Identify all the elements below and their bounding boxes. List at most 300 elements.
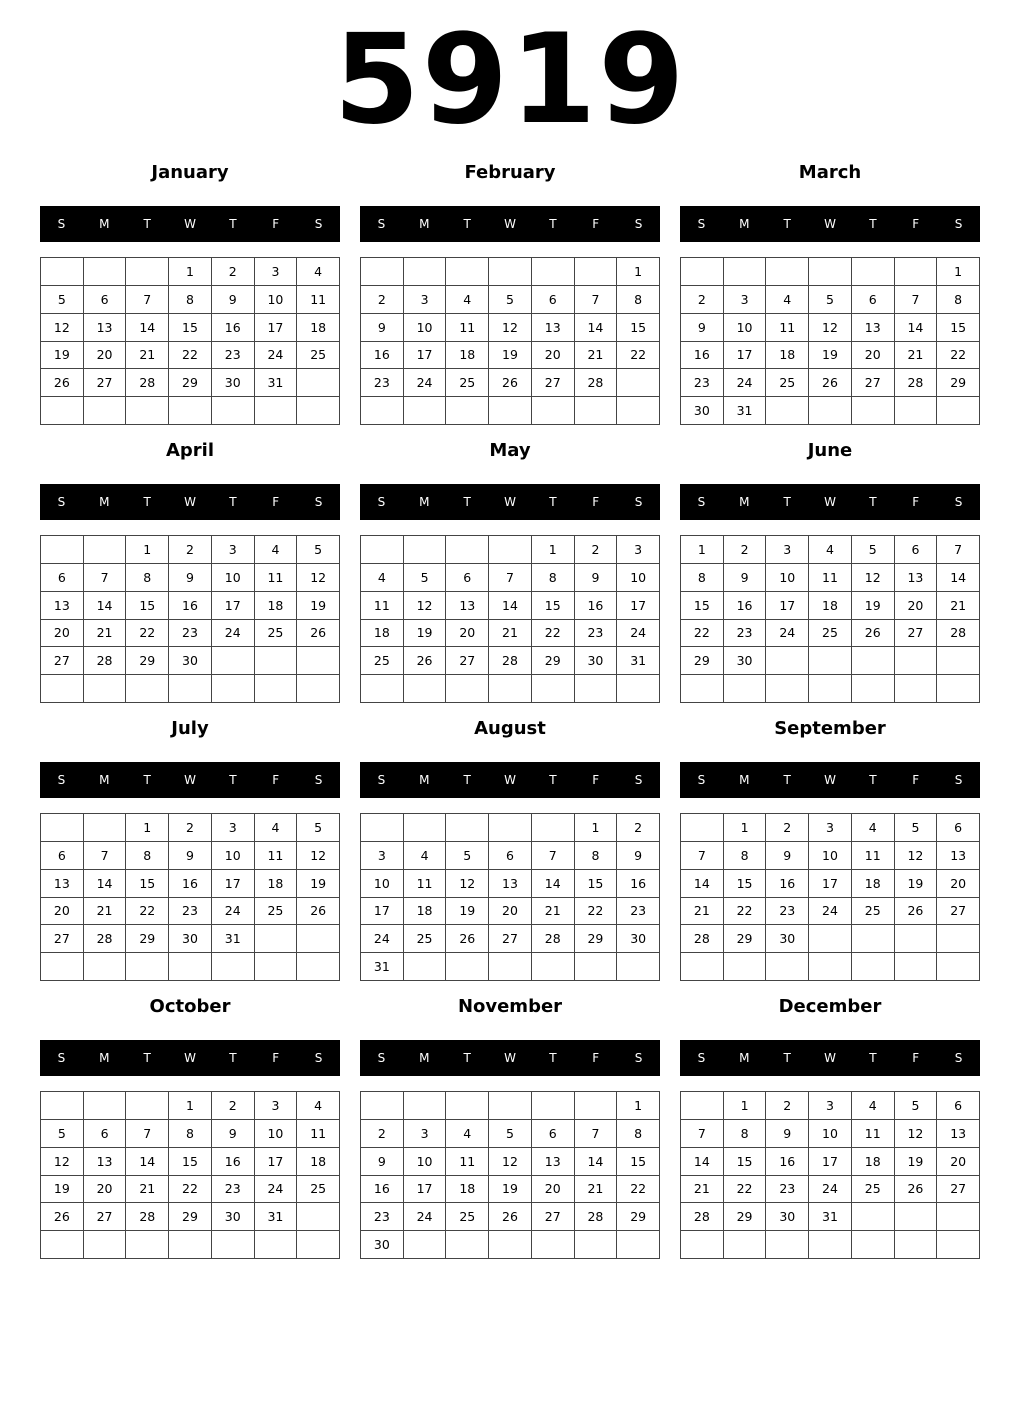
day-cell: 9 [361, 1148, 404, 1176]
weekday-label: F [592, 495, 600, 509]
weekday-label: T [463, 217, 471, 231]
day-cell: 6 [41, 842, 84, 870]
weekday-label: T [869, 1051, 877, 1065]
day-cell: 11 [297, 1120, 340, 1148]
empty-day-cell [404, 397, 447, 425]
day-cell: 23 [681, 369, 724, 397]
day-cell: 30 [766, 925, 809, 953]
day-cell: 5 [446, 842, 489, 870]
empty-day-cell [724, 675, 767, 703]
day-cell: 2 [212, 1092, 255, 1120]
day-cell: 25 [255, 898, 298, 926]
day-cell: 1 [617, 258, 660, 286]
empty-day-cell [297, 647, 340, 675]
day-cell: 24 [212, 898, 255, 926]
day-cell: 23 [169, 898, 212, 926]
day-cell: 31 [809, 1203, 852, 1231]
day-cell: 13 [41, 870, 84, 898]
day-cell: 25 [446, 369, 489, 397]
empty-day-cell [212, 953, 255, 981]
day-cell: 15 [169, 1148, 212, 1176]
weekday-label: S [314, 1051, 323, 1065]
day-cell: 27 [937, 1176, 980, 1204]
day-cell: 25 [255, 620, 298, 648]
day-cell: 21 [532, 898, 575, 926]
day-cell: 17 [404, 1176, 447, 1204]
empty-day-cell [169, 1231, 212, 1259]
day-cell: 6 [852, 286, 895, 314]
day-cell: 5 [895, 1092, 938, 1120]
empty-day-cell [809, 925, 852, 953]
day-cell: 20 [446, 620, 489, 648]
empty-day-cell [575, 258, 618, 286]
empty-day-cell [41, 953, 84, 981]
weekday-label: T [143, 1051, 151, 1065]
day-cell: 24 [617, 620, 660, 648]
day-cell: 19 [404, 620, 447, 648]
weekday-label: M [419, 1051, 430, 1065]
day-cell: 3 [617, 536, 660, 564]
empty-day-cell [297, 953, 340, 981]
weekday-label: S [57, 495, 66, 509]
empty-day-cell [361, 1092, 404, 1120]
day-cell: 29 [169, 1203, 212, 1231]
weekday-label: W [184, 1051, 196, 1065]
empty-day-cell [617, 369, 660, 397]
day-cell: 23 [724, 620, 767, 648]
day-cell: 1 [681, 536, 724, 564]
weekday-label: M [99, 217, 110, 231]
day-cell: 12 [297, 564, 340, 592]
day-cell: 27 [532, 369, 575, 397]
day-grid [680, 257, 980, 425]
weekday-header [360, 484, 660, 520]
weekday-label: T [463, 495, 471, 509]
empty-day-cell [255, 647, 298, 675]
day-cell: 8 [532, 564, 575, 592]
day-cell: 29 [617, 1203, 660, 1231]
day-cell: 5 [489, 1120, 532, 1148]
day-cell: 17 [361, 898, 404, 926]
day-cell: 5 [489, 286, 532, 314]
empty-day-cell [212, 647, 255, 675]
day-cell: 1 [126, 536, 169, 564]
day-cell: 19 [895, 1148, 938, 1176]
day-cell: 18 [446, 1176, 489, 1204]
empty-day-cell [724, 1231, 767, 1259]
empty-day-cell [489, 258, 532, 286]
day-cell: 29 [126, 647, 169, 675]
empty-day-cell [575, 397, 618, 425]
weekday-label: M [739, 1051, 750, 1065]
day-cell: 11 [852, 1120, 895, 1148]
empty-day-cell [446, 814, 489, 842]
weekday-header [360, 1040, 660, 1076]
day-cell: 11 [446, 314, 489, 342]
day-cell: 16 [361, 1176, 404, 1204]
empty-day-cell [404, 675, 447, 703]
empty-day-cell [126, 1231, 169, 1259]
day-cell: 27 [41, 647, 84, 675]
day-cell: 13 [937, 842, 980, 870]
weekday-label: S [697, 495, 706, 509]
day-cell: 29 [532, 647, 575, 675]
empty-day-cell [852, 258, 895, 286]
day-cell: 14 [895, 314, 938, 342]
empty-day-cell [681, 1092, 724, 1120]
empty-day-cell [937, 1203, 980, 1231]
empty-day-cell [84, 258, 127, 286]
day-cell: 28 [575, 369, 618, 397]
day-cell: 14 [126, 314, 169, 342]
day-cell: 27 [895, 620, 938, 648]
day-cell: 16 [575, 592, 618, 620]
day-cell: 14 [937, 564, 980, 592]
day-cell: 8 [126, 564, 169, 592]
day-cell: 9 [212, 286, 255, 314]
empty-day-cell [84, 953, 127, 981]
weekday-label: W [184, 495, 196, 509]
day-cell: 21 [84, 620, 127, 648]
day-cell: 31 [724, 397, 767, 425]
day-cell: 18 [297, 1148, 340, 1176]
day-cell: 24 [766, 620, 809, 648]
day-cell: 22 [169, 342, 212, 370]
empty-day-cell [489, 1092, 532, 1120]
empty-day-cell [681, 675, 724, 703]
day-cell: 15 [169, 314, 212, 342]
empty-day-cell [809, 1231, 852, 1259]
day-cell: 6 [446, 564, 489, 592]
day-cell: 14 [681, 870, 724, 898]
empty-day-cell [404, 536, 447, 564]
empty-day-cell [169, 675, 212, 703]
day-cell: 9 [361, 314, 404, 342]
day-cell: 7 [681, 842, 724, 870]
day-cell: 21 [937, 592, 980, 620]
empty-day-cell [404, 953, 447, 981]
day-cell: 3 [724, 286, 767, 314]
day-cell: 3 [809, 814, 852, 842]
day-cell: 2 [766, 1092, 809, 1120]
empty-day-cell [575, 1092, 618, 1120]
weekday-label: F [912, 773, 920, 787]
empty-day-cell [361, 675, 404, 703]
weekday-header [680, 206, 980, 242]
day-cell: 22 [126, 898, 169, 926]
empty-day-cell [937, 397, 980, 425]
empty-day-cell [895, 397, 938, 425]
day-cell: 4 [852, 1092, 895, 1120]
day-cell: 31 [255, 369, 298, 397]
empty-day-cell [255, 397, 298, 425]
weekday-label: M [419, 217, 430, 231]
empty-day-cell [41, 1231, 84, 1259]
day-cell: 14 [84, 870, 127, 898]
empty-day-cell [532, 258, 575, 286]
day-cell: 29 [575, 925, 618, 953]
empty-day-cell [169, 397, 212, 425]
day-cell: 28 [895, 369, 938, 397]
day-cell: 28 [681, 1203, 724, 1231]
day-cell: 26 [809, 369, 852, 397]
day-cell: 1 [169, 258, 212, 286]
day-cell: 23 [361, 369, 404, 397]
day-cell: 20 [532, 1176, 575, 1204]
day-cell: 26 [446, 925, 489, 953]
empty-day-cell [575, 675, 618, 703]
empty-day-cell [489, 675, 532, 703]
day-cell: 18 [852, 1148, 895, 1176]
day-cell: 20 [84, 1176, 127, 1204]
weekday-label: M [739, 773, 750, 787]
day-cell: 11 [446, 1148, 489, 1176]
empty-day-cell [361, 536, 404, 564]
day-cell: 16 [169, 592, 212, 620]
empty-day-cell [489, 1231, 532, 1259]
empty-day-cell [532, 397, 575, 425]
weekday-label: T [229, 773, 237, 787]
day-cell: 12 [852, 564, 895, 592]
empty-day-cell [489, 814, 532, 842]
weekday-label: S [377, 773, 386, 787]
weekday-label: F [272, 217, 280, 231]
empty-day-cell [766, 953, 809, 981]
day-cell: 24 [404, 369, 447, 397]
day-cell: 3 [809, 1092, 852, 1120]
day-cell: 28 [937, 620, 980, 648]
day-cell: 22 [724, 1176, 767, 1204]
day-cell: 10 [724, 314, 767, 342]
day-cell: 10 [404, 314, 447, 342]
day-cell: 7 [937, 536, 980, 564]
day-cell: 21 [575, 1176, 618, 1204]
day-cell: 15 [532, 592, 575, 620]
day-cell: 20 [532, 342, 575, 370]
day-cell: 1 [724, 1092, 767, 1120]
weekday-label: T [549, 773, 557, 787]
empty-day-cell [446, 953, 489, 981]
empty-day-cell [617, 1231, 660, 1259]
day-cell: 24 [255, 1176, 298, 1204]
weekday-label: W [824, 217, 836, 231]
empty-day-cell [852, 397, 895, 425]
day-cell: 26 [41, 1203, 84, 1231]
month-name: April [165, 440, 215, 461]
day-cell: 10 [766, 564, 809, 592]
day-cell: 16 [212, 1148, 255, 1176]
weekday-label: T [783, 1051, 791, 1065]
weekday-label: T [463, 1051, 471, 1065]
day-cell: 11 [297, 286, 340, 314]
day-cell: 9 [724, 564, 767, 592]
day-cell: 28 [575, 1203, 618, 1231]
empty-day-cell [446, 1092, 489, 1120]
day-cell: 14 [84, 592, 127, 620]
empty-day-cell [297, 1231, 340, 1259]
day-cell: 20 [852, 342, 895, 370]
weekday-label: F [272, 495, 280, 509]
day-cell: 1 [169, 1092, 212, 1120]
day-cell: 19 [297, 870, 340, 898]
day-cell: 16 [724, 592, 767, 620]
weekday-header [680, 484, 980, 520]
month-name: July [171, 718, 209, 739]
empty-day-cell [212, 1231, 255, 1259]
day-cell: 2 [617, 814, 660, 842]
day-cell: 25 [361, 647, 404, 675]
day-cell: 7 [532, 842, 575, 870]
day-cell: 29 [937, 369, 980, 397]
day-cell: 8 [937, 286, 980, 314]
day-cell: 2 [724, 536, 767, 564]
weekday-label: S [697, 217, 706, 231]
day-cell: 28 [489, 647, 532, 675]
day-cell: 17 [617, 592, 660, 620]
day-cell: 21 [84, 898, 127, 926]
day-cell: 29 [724, 925, 767, 953]
weekday-label: F [272, 773, 280, 787]
day-cell: 5 [404, 564, 447, 592]
day-grid [680, 813, 980, 981]
day-cell: 30 [361, 1231, 404, 1259]
day-cell: 8 [126, 842, 169, 870]
day-cell: 12 [489, 1148, 532, 1176]
day-cell: 31 [617, 647, 660, 675]
empty-day-cell [297, 675, 340, 703]
day-grid [360, 257, 660, 425]
day-cell: 26 [895, 898, 938, 926]
day-cell: 29 [126, 925, 169, 953]
empty-day-cell [681, 258, 724, 286]
day-cell: 19 [895, 870, 938, 898]
weekday-header [680, 1040, 980, 1076]
day-cell: 10 [809, 1120, 852, 1148]
day-cell: 22 [126, 620, 169, 648]
day-cell: 4 [404, 842, 447, 870]
day-cell: 27 [852, 369, 895, 397]
day-cell: 18 [446, 342, 489, 370]
day-cell: 14 [681, 1148, 724, 1176]
empty-day-cell [766, 258, 809, 286]
weekday-label: S [314, 773, 323, 787]
day-cell: 28 [532, 925, 575, 953]
day-cell: 15 [937, 314, 980, 342]
empty-day-cell [404, 1092, 447, 1120]
day-cell: 12 [297, 842, 340, 870]
empty-day-cell [361, 814, 404, 842]
day-cell: 1 [617, 1092, 660, 1120]
empty-day-cell [532, 814, 575, 842]
empty-day-cell [361, 258, 404, 286]
day-cell: 20 [41, 898, 84, 926]
day-cell: 19 [809, 342, 852, 370]
weekday-label: S [57, 217, 66, 231]
day-cell: 27 [446, 647, 489, 675]
weekday-label: S [377, 1051, 386, 1065]
day-cell: 27 [84, 369, 127, 397]
weekday-label: M [419, 773, 430, 787]
empty-day-cell [446, 536, 489, 564]
day-cell: 5 [41, 286, 84, 314]
day-cell: 12 [404, 592, 447, 620]
day-cell: 17 [809, 870, 852, 898]
day-cell: 31 [255, 1203, 298, 1231]
weekday-label: M [99, 1051, 110, 1065]
empty-day-cell [297, 925, 340, 953]
day-cell: 6 [84, 286, 127, 314]
day-cell: 17 [404, 342, 447, 370]
empty-day-cell [41, 397, 84, 425]
month-name: February [464, 162, 556, 183]
day-cell: 2 [361, 1120, 404, 1148]
day-cell: 19 [41, 1176, 84, 1204]
day-cell: 1 [126, 814, 169, 842]
empty-day-cell [255, 953, 298, 981]
empty-day-cell [681, 1231, 724, 1259]
day-cell: 4 [255, 536, 298, 564]
day-cell: 26 [489, 369, 532, 397]
day-cell: 18 [766, 342, 809, 370]
day-cell: 9 [766, 1120, 809, 1148]
day-cell: 3 [255, 258, 298, 286]
empty-day-cell [255, 925, 298, 953]
empty-day-cell [809, 258, 852, 286]
day-cell: 7 [126, 286, 169, 314]
weekday-header [360, 206, 660, 242]
weekday-label: T [549, 495, 557, 509]
empty-day-cell [852, 925, 895, 953]
day-cell: 24 [809, 1176, 852, 1204]
day-cell: 9 [169, 842, 212, 870]
day-cell: 13 [489, 870, 532, 898]
day-cell: 14 [489, 592, 532, 620]
weekday-label: F [912, 495, 920, 509]
day-cell: 15 [681, 592, 724, 620]
empty-day-cell [489, 536, 532, 564]
day-cell: 24 [724, 369, 767, 397]
day-cell: 30 [766, 1203, 809, 1231]
empty-day-cell [766, 675, 809, 703]
month-name: June [807, 440, 853, 461]
day-cell: 2 [169, 536, 212, 564]
empty-day-cell [809, 953, 852, 981]
day-cell: 2 [766, 814, 809, 842]
day-cell: 18 [809, 592, 852, 620]
day-cell: 11 [852, 842, 895, 870]
day-cell: 3 [212, 814, 255, 842]
day-cell: 16 [169, 870, 212, 898]
day-cell: 25 [404, 925, 447, 953]
empty-day-cell [895, 1231, 938, 1259]
day-cell: 8 [617, 1120, 660, 1148]
month-name: March [798, 162, 862, 183]
month-name: May [489, 440, 531, 461]
day-cell: 10 [212, 564, 255, 592]
day-cell: 4 [446, 1120, 489, 1148]
empty-day-cell [937, 675, 980, 703]
empty-day-cell [532, 953, 575, 981]
day-cell: 10 [255, 1120, 298, 1148]
weekday-label: F [912, 1051, 920, 1065]
weekday-label: T [463, 773, 471, 787]
empty-day-cell [895, 953, 938, 981]
month-name: August [474, 718, 546, 739]
day-cell: 11 [404, 870, 447, 898]
empty-day-cell [809, 647, 852, 675]
day-cell: 24 [404, 1203, 447, 1231]
empty-day-cell [255, 675, 298, 703]
